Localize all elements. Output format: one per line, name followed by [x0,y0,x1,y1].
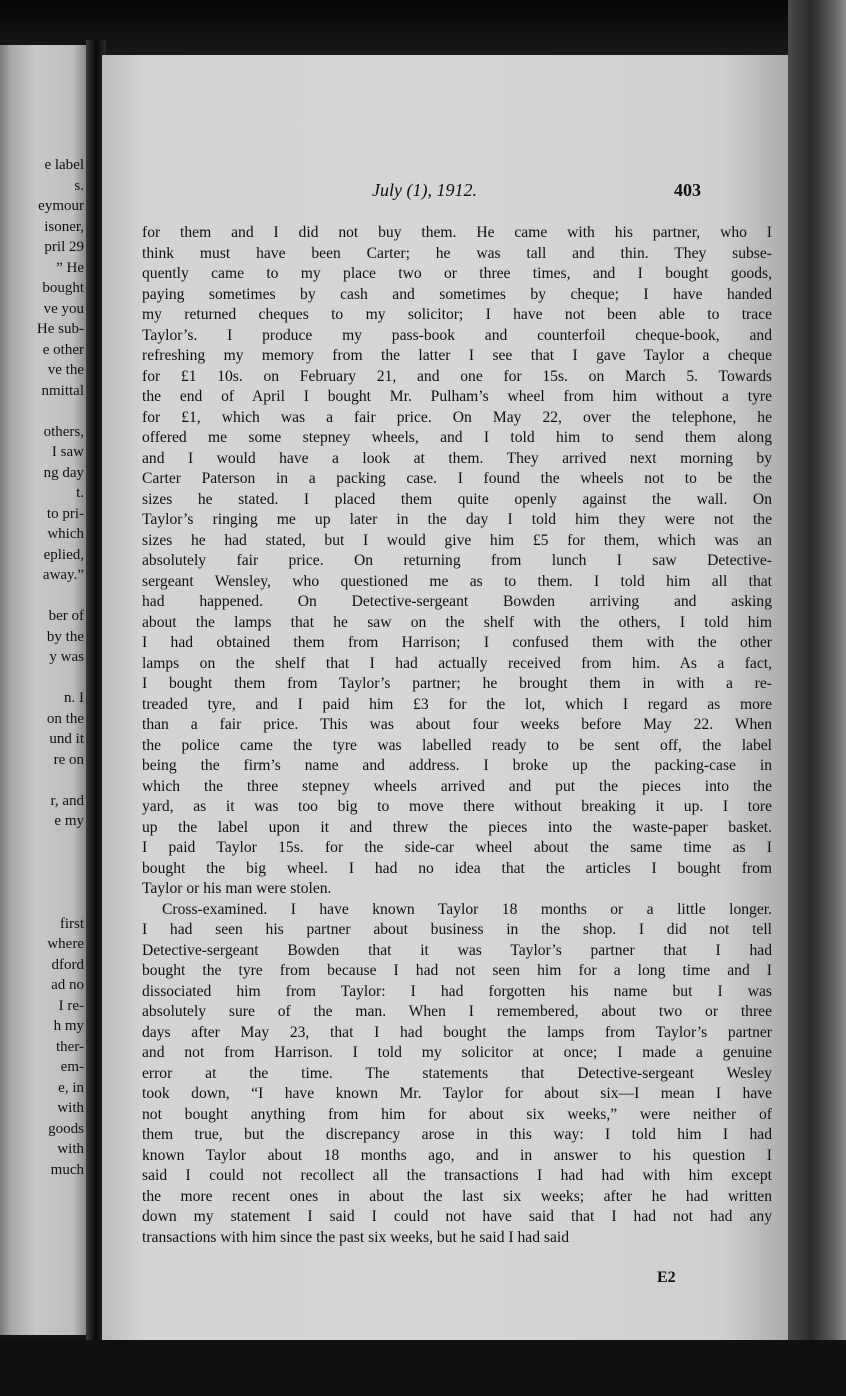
text-line: about the lamps that he saw on the shelf with the others, I told him [142,613,772,631]
facing-page-line: ng day [43,464,84,481]
facing-page-line [0,873,84,894]
facing-page-line: ” He [56,259,84,276]
text-line: sergeant Wensley, who questioned me as to them. I told him all that [142,572,772,590]
facing-page-line: bought [42,280,84,296]
text-line: had happened. On Detective-sergeant Bowden arriving and asking [142,593,772,610]
text-line: I paid Taylor 15s. for the side-car wheel about the same time as I [142,839,772,856]
text-line: took down, “I have known Mr. Taylor for about six—I mean I have [142,1085,772,1102]
text-line: sizes he had stated, but I would give him £5 for them, which was an [142,531,772,549]
text-line: my returned cheques to my solicitor; I have not been able to trace [142,306,772,323]
facing-page-line: which [47,526,84,542]
body-text [142,223,772,1248]
text-line: I bought them from Taylor’s partner; he brought them in with a re- [142,675,772,692]
text-line: refreshing my memory from the latter I see that I gave Taylor a cheque [142,347,772,364]
text-line: paying sometimes by cash and sometimes by cheque; I have handed [142,285,772,303]
scan-bottom-shadow [0,1340,846,1396]
text-line: quently came to my place two or three times, and I bought goods, [142,265,772,282]
text-line: them true, but the discrepancy arose in this way: I told him I had [142,1126,772,1143]
facing-page-line: s. [74,177,84,194]
text-line: error at the time. The statements that Detective-sergeant Wesley [142,1064,772,1082]
facing-page-line: much [50,1161,84,1178]
facing-page-line: ber of [48,608,84,624]
facing-page-line: with [57,1100,84,1116]
text-line: down my statement I said I could not have said that I had not had any [142,1208,772,1225]
facing-page-line: pril 29 [44,239,84,255]
facing-page-line: ther- [55,1038,84,1055]
text-line: Taylor or his man were stolen. [142,880,332,897]
text-line: and not from Harrison. I told my solicitor at once; I made a genuine [142,1044,772,1061]
text-line: for £1 10s. on February 21, and one for 15s. on March 5. Towards [142,367,772,385]
facing-page-line: em- [60,1059,84,1075]
facing-page-edge [0,45,92,1335]
page-number: 403 [674,180,701,200]
text-line: yard, as it was too big to move there without breaking it up. I tore [142,798,772,815]
facing-page-line: e, in [58,1079,84,1096]
facing-page-line: eymour [38,198,84,214]
text-line: dissociated him from Taylor: I had forgotten his name but I was [142,982,772,1000]
text-line: for them and I did not buy them. He came with his partner, who I [142,224,772,241]
facing-page-line: He sub- [36,321,84,337]
signature-mark: E2 [657,1269,676,1286]
facing-page-line: t. [76,485,84,501]
text-line: Taylor’s. I produce my pass-book and counterfoil cheque-book, and [142,326,772,344]
facing-page-line: e other [42,341,84,358]
facing-page-line: I re- [58,997,84,1014]
scan-right-edge [788,0,846,1396]
running-head: July (1), 1912. [372,180,477,200]
facing-page-line [0,770,84,791]
text-line: being the firm’s name and address. I broke up the packing-case in [142,757,772,774]
text-line: Taylor’s ringing me up later in the day I told him they were not the [142,511,772,528]
facing-page-line [0,668,84,689]
text-line: said I could not recollect all the transactions I had had with him except [142,1167,772,1184]
facing-page-line: e my [54,813,84,829]
text-line: the end of April I bought Mr. Pulham’s wheel from him without a tyre [142,388,772,405]
text-line: think must have been Carter; he was tall and thin. They subse- [142,244,772,262]
facing-page-line: ve you [43,300,84,317]
facing-page-line: first [59,915,84,932]
text-line: I had obtained them from Harrison; I confused them with the other [142,634,772,651]
text-line: not bought anything from him for about six weeks,” were neither of [142,1105,772,1123]
text-line: Detective-sergeant Bowden that it was Taylor’s partner that I had [142,941,772,959]
text-line: the more recent ones in about the last six weeks; after he had written [142,1187,772,1205]
facing-page-line: r, and [50,792,84,809]
facing-page-line: n. I [64,690,84,706]
facing-page-line: nmittal [41,382,84,399]
text-line: absolutely sure of the man. When I remembered, about two or three [142,1003,772,1020]
facing-page-line: goods [48,1120,84,1137]
facing-page-line: eplied, [43,546,84,563]
facing-page-line: re on [53,751,84,768]
facing-page-line: und it [49,731,84,747]
facing-page-line: with [57,1141,84,1157]
text-line: than a fair price. This was about four weeks before May 22. When [142,716,772,733]
text-line: days after May 23, that I had bought the lamps from Taylor’s partner [142,1023,772,1041]
text-line: for £1, which was a fair price. On May 22, over the telephone, he [142,408,772,426]
text-line: offered me some stepney wheels, and I told him to send them along [142,429,772,446]
text-line: Carter Paterson in a packing case. I found the wheels not to be the [142,470,772,487]
text-line: treaded tyre, and I paid him £3 for the lot, which I regard as more [142,695,772,713]
text-line: I had seen his partner about business in the shop. I did not tell [142,921,772,938]
text-line: sizes he stated. I placed them quite openly against the wall. On [142,490,772,508]
facing-page-line: ve the [47,362,84,378]
facing-page-text [0,155,92,1180]
text-line: which the three stepney wheels arrived and put the pieces into the [142,777,772,795]
facing-page-line: to pri- [46,505,84,522]
facing-page-line [0,852,84,873]
facing-page-line: where [47,936,84,952]
text-line: bought the tyre from because I had not seen him for a long time and I [142,962,772,979]
facing-page-line: I saw [51,444,84,460]
text-line: transactions with him since the past six weeks, but he said I had said [142,1228,570,1246]
text-line: absolutely fair price. On returning from lunch I saw Detective- [142,552,772,569]
facing-page-line: away.” [42,567,84,583]
scan-top-shadow [0,0,846,62]
facing-page-line: others, [43,423,84,440]
facing-page-line [0,401,84,422]
facing-page-line: by the [46,628,84,645]
text-line: and I would have a look at them. They arrived next morning by [142,449,772,467]
facing-page-line: h my [53,1018,84,1034]
facing-page-line [0,586,84,607]
text-line: the police came the tyre was labelled ready to be sent off, the label [142,736,772,754]
facing-page-line: y was [49,649,84,665]
text-line: Cross-examined. I have known Taylor 18 months or a little longer. [162,900,772,918]
facing-page-line: ad no [51,977,84,993]
facing-page-line [0,893,84,914]
facing-page-line [0,832,84,853]
facing-page-line: on the [46,710,84,727]
text-line: bought the big wheel. I had no idea that the articles I bought from [142,859,772,877]
text-line: lamps on the shelf that I had actually received from him. As a fact, [142,654,772,672]
text-line: known Taylor about 18 months ago, and in answer to his question I [142,1146,772,1164]
facing-page-line: dford [51,956,84,973]
book-page [102,55,792,1345]
facing-page-line: e label [44,157,84,173]
text-line: up the label upon it and threw the pieces into the waste-paper basket. [142,818,772,836]
facing-page-line: isoner, [44,218,84,235]
